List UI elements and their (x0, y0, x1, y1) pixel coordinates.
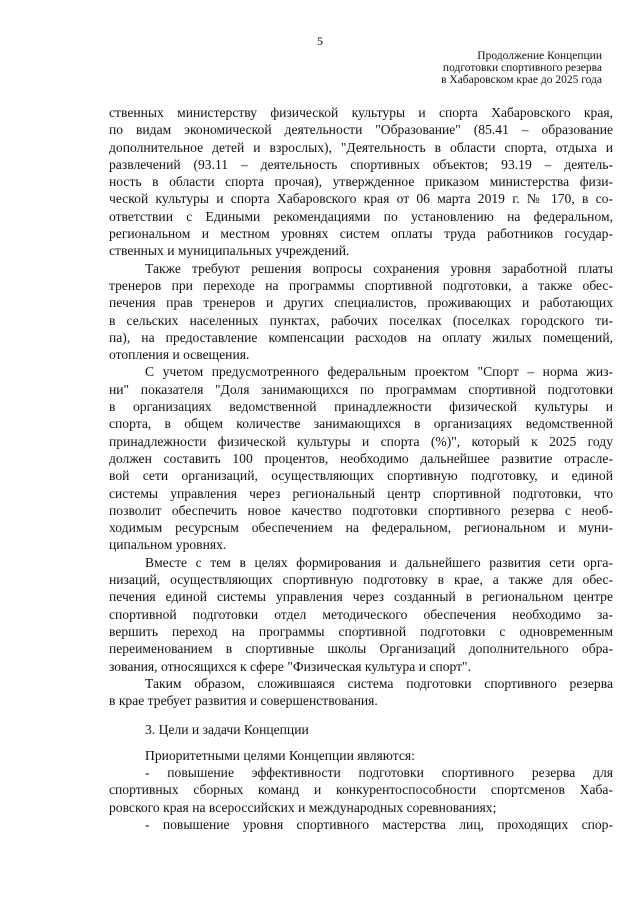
text-line: отопления и освещения. (109, 347, 250, 363)
text-line: ность в области спорта прочая), утвержденное приказом министерства физи- (109, 174, 613, 190)
header-line: в Хабаровском крае до 2025 года (441, 74, 602, 86)
text-line: печения единой системы управления через созданный в региональном центре (109, 589, 613, 605)
text-line: вершить переход на программы спортивной подготовки с одновременным (109, 623, 613, 639)
document-body (109, 104, 613, 833)
text-line: С учетом предусмотренного федеральным проектом "Спорт – норма жиз- (145, 364, 613, 380)
header-line: подготовки спортивного резерва (442, 62, 602, 74)
text-line: ни" показателя "Доля занимающихся по программам спортивной подготовки (109, 381, 613, 397)
text-line: спорта, в общем количестве занимающихся в организациях ведомственной (109, 416, 613, 432)
text-line: Также требуют решения вопросы сохранения уровня заработной платы (145, 260, 613, 276)
list-item-line: - повышение эффективности подготовки спортивного резерва для (145, 764, 613, 780)
text-line: ответствии с Едиными рекомендациями по установлению на федеральном, (109, 208, 613, 224)
text-line: должен составить 100 процентов, необходимо дальнейшее развитие отрасле- (109, 450, 613, 466)
text-line: низаций, осуществляющих спортивную подготовку в крае, а также для обес- (109, 572, 613, 588)
text-line: региональном и местном уровнях систем оплаты труда работников государ- (109, 226, 613, 242)
text-line: принадлежности физической культуры и спорта (%)", который к 2025 году (109, 433, 613, 449)
text-line: па), на предоставление компенсации расходов на оплату жилых помещений, (109, 329, 613, 345)
text-line: печения прав тренеров и других специалистов, проживающих и работающих (109, 295, 613, 311)
text-line: по видам экономической деятельности "Образование" (85.41 – образование (109, 122, 613, 138)
header-line: Продолжение Концепции (477, 50, 602, 62)
text-line: в сельских населенных пунктах, рабочих поселках (поселках городского ти- (109, 312, 613, 328)
text-line: Вместе с тем в целях формирования и дальнейшего развития сети орга- (145, 554, 613, 570)
text-line: дополнительное детей и взрослых), "Деятельность в области спорта, отдыха и (109, 139, 613, 155)
text-line: тренеров при переходе на программы спортивной подготовки, а также обес- (109, 277, 613, 293)
list-item-line: спортивных сборных команд и конкурентоспособности спортсменов Хаба- (109, 782, 613, 798)
continuation-header (402, 50, 602, 86)
text-line: спортивной подготовки отдел методического обеспечения необходимо за- (109, 606, 613, 622)
text-line: ческой культуры и спорта Хабаровского края от 06 марта 2019 г. № 170, в со- (109, 191, 613, 207)
list-item-line: - повышение уровня спортивного мастерства лиц, проходящих спор- (145, 816, 613, 832)
text-line: развлечений (93.11 – деятельность спортивных объектов; 93.19 – деятель- (109, 156, 613, 172)
section-intro: Приоритетными целями Концепции являются: (145, 747, 415, 763)
text-line: в организациях ведомственной принадлежности физической культуры и (109, 399, 613, 415)
section-heading: 3. Цели и задачи Концепции (145, 722, 309, 738)
text-line: ственных и муниципальных учреждений. (109, 243, 350, 259)
list-item-line: ровского края на всероссийских и международных соревнованиях; (109, 799, 497, 815)
text-line: в крае требует развития и совершенствования. (109, 693, 378, 709)
text-line: вой сети организаций, осуществляющих спортивную подготовку, и единой (109, 468, 613, 484)
text-line: системы управления через региональный центр спортивной подготовки, что (109, 485, 613, 501)
text-line: позволит обеспечить новое качество подготовки спортивного резерва с необ- (109, 502, 613, 518)
page-number: 5 (317, 34, 323, 48)
text-line: ходимым ресурсным обеспечением на федеральном, региональном и муни- (109, 520, 613, 536)
text-line: переименованием в спортивные школы Организаций дополнительного обра- (109, 641, 613, 657)
text-line: ственных министерству физической культуры и спорта Хабаровского края, (109, 105, 613, 120)
text-line: ципальном уровнях. (109, 537, 227, 553)
text-line: зования, относящихся к сфере "Физическая культура и спорт". (109, 658, 471, 674)
text-line: Таким образом, сложившаяся система подготовки спортивного резерва (145, 675, 613, 691)
